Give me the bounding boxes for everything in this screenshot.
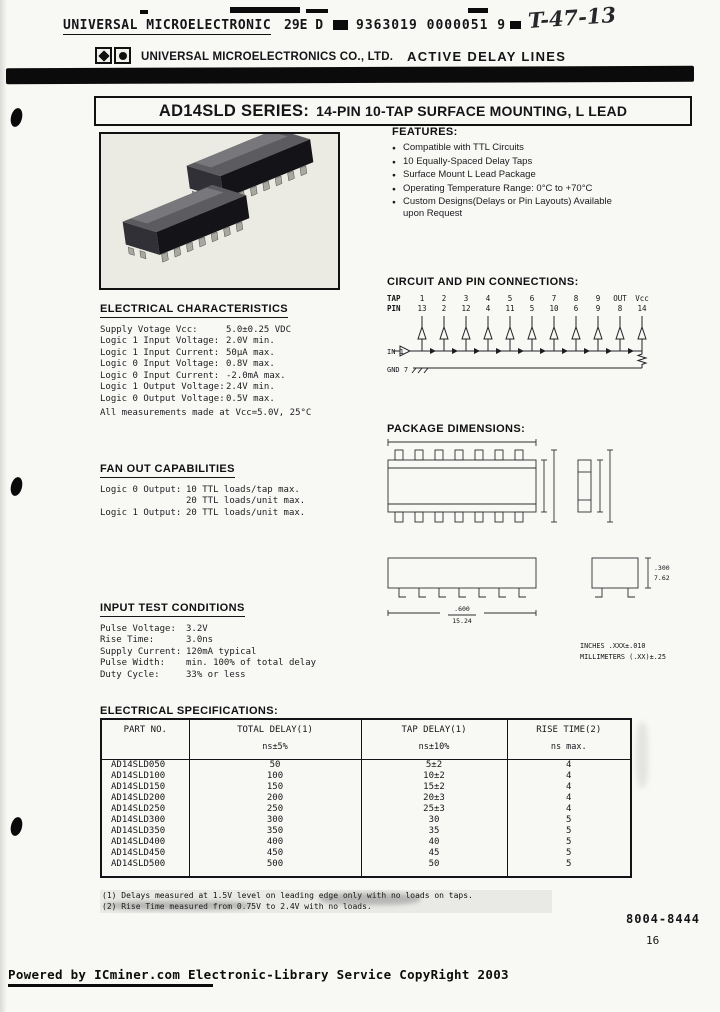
- tap-number: 7: [551, 294, 557, 303]
- total-delay-cell: 150: [189, 782, 361, 793]
- units-note-inches: INCHES .XXX±.010: [580, 642, 646, 650]
- package-dimensions-diagram: [382, 438, 712, 673]
- document-number: 8004-8444: [626, 912, 701, 926]
- part-no-cell: AD14SLD500: [111, 859, 166, 869]
- total-delay-cell: 200: [189, 793, 361, 804]
- features-heading: FEATURES:: [392, 126, 458, 138]
- column-subtitle: ns±5%: [262, 742, 288, 752]
- rise-time-cell: 5: [507, 848, 631, 859]
- features-list: [392, 142, 624, 219]
- pin-number: 6: [573, 304, 579, 313]
- rise-time-cell: 4: [507, 782, 631, 793]
- input-test-row: [100, 658, 370, 670]
- handwritten-note: T-47-13: [527, 1, 617, 34]
- pin-number: 10: [549, 304, 559, 313]
- tap-delay-cell: 50: [361, 859, 507, 877]
- input-test-label: Pulse Voltage:: [100, 623, 176, 634]
- tap-number: 3: [463, 294, 469, 303]
- tap-number: 4: [485, 294, 491, 303]
- rise-time-cell: 5: [507, 826, 631, 837]
- input-test-value: 3.2V: [186, 623, 208, 634]
- characteristic-value: -2.0mA max.: [226, 370, 286, 381]
- rise-time-cell: 5: [507, 859, 631, 877]
- tap-delay-cell: 30: [361, 815, 507, 826]
- circuit-diagram: [387, 315, 653, 377]
- total-delay-cell: 250: [189, 804, 361, 815]
- spec-row: [101, 760, 631, 772]
- characteristic-label: Logic 0 Input Current:: [100, 370, 220, 381]
- fan-out-heading: FAN OUT CAPABILITIES: [100, 463, 235, 478]
- characteristic-row: [100, 348, 380, 360]
- spec-header-cell: [507, 719, 631, 760]
- feature-item: ● Operating Temperature Range: 0°C to +70°C: [392, 183, 624, 195]
- spec-row: [101, 859, 631, 877]
- column-title: RISE TIME(2): [536, 725, 602, 735]
- length-dim-inches: .600: [454, 605, 470, 613]
- package-dimensions-heading: PACKAGE DIMENSIONS:: [387, 423, 526, 435]
- column-title: PART NO.: [123, 725, 167, 735]
- scan-smudge: [104, 901, 254, 910]
- pin-number: 5: [529, 304, 535, 313]
- pin-number: 2: [441, 304, 447, 313]
- characteristic-value: 0.8V max.: [226, 359, 275, 369]
- page-number: 16: [646, 934, 660, 947]
- input-test-value: min. 100% of total delay: [186, 658, 317, 668]
- fan-out-value: 20 TTL loads/unit max.: [186, 496, 306, 506]
- part-no-cell: AD14SLD050: [111, 760, 166, 770]
- part-no-cell: AD14SLD100: [111, 771, 166, 781]
- logo-dot-icon: [119, 52, 127, 60]
- total-delay-cell: 300: [189, 815, 361, 826]
- rise-time-cell: 4: [507, 804, 631, 815]
- fan-out-row: [100, 496, 370, 508]
- pin-number: 14: [637, 304, 647, 313]
- input-test-label: Pulse Width:: [100, 658, 166, 668]
- series-title-box: [94, 96, 692, 126]
- characteristics-rows: [100, 325, 380, 406]
- input-test-rows: [100, 624, 370, 682]
- width-dim-inches: .300: [654, 564, 670, 572]
- characteristic-value: 0.5V max.: [226, 393, 275, 404]
- scan-artifact: [468, 8, 488, 13]
- separator-bar: [6, 66, 694, 84]
- rise-time-cell: 5: [507, 815, 631, 826]
- total-delay-cell: 400: [189, 837, 361, 848]
- part-no-cell: AD14SLD300: [111, 815, 166, 825]
- spec-row: [101, 793, 631, 804]
- pin-number-row: [387, 304, 672, 314]
- pin-row-label: PIN: [387, 304, 401, 313]
- tap-number: OUT: [613, 294, 627, 303]
- spec-row: [101, 837, 631, 848]
- rise-time-cell: 5: [507, 837, 631, 848]
- tap-delay-cell: 35: [361, 826, 507, 837]
- fan-out-row: [100, 485, 370, 497]
- total-delay-cell: 500: [189, 859, 361, 877]
- feature-item: ● 10 Equally-Spaced Delay Taps: [392, 156, 624, 168]
- logo-diamond-icon: [98, 50, 109, 61]
- package-photo-illustration: [101, 134, 338, 288]
- watermark-underline-artifact: [8, 984, 213, 987]
- column-title: TAP DELAY(1): [401, 725, 467, 735]
- characteristic-value: 2.4V min.: [226, 382, 275, 392]
- characteristic-label: Supply Votage Vcc:: [100, 324, 198, 335]
- fan-out-row: [100, 508, 370, 520]
- features-section: [392, 126, 624, 221]
- part-no-cell: AD14SLD200: [111, 793, 166, 803]
- spec-table-body: [101, 760, 631, 878]
- input-test-label: Duty Cycle:: [100, 669, 160, 680]
- input-test-value: 33% or less: [186, 669, 246, 680]
- spec-row: [101, 771, 631, 782]
- tap-number: 2: [441, 294, 447, 303]
- electrical-characteristics-heading: ELECTRICAL CHARACTERISTICS: [100, 303, 288, 318]
- tap-number: 8: [573, 294, 579, 303]
- spec-row: [101, 815, 631, 826]
- units-note-mm: MILLIMETERS (.XX)±.25: [580, 653, 666, 661]
- tap-delay-cell: 10±2: [361, 771, 507, 782]
- tap-number: 5: [507, 294, 513, 303]
- in-label: IN 1: [387, 348, 404, 356]
- fan-out-value: 10 TTL loads/tap max.: [186, 484, 300, 495]
- part-no-cell: AD14SLD350: [111, 826, 166, 836]
- characteristic-value: 5.0±0.25 VDC: [226, 324, 292, 335]
- punch-hole-mark: [9, 476, 24, 497]
- footnote-2: (2) Rise Time measured from 0.75V to 2.4V with no loads.: [102, 901, 372, 911]
- spec-header-cell: [189, 719, 361, 760]
- tap-row-label: TAP: [387, 294, 401, 303]
- tap-number: Vcc: [635, 294, 649, 303]
- fan-out-label: Logic 1 Output:: [100, 507, 182, 518]
- width-dim-mm: 7.62: [654, 574, 670, 582]
- spec-row: [101, 804, 631, 815]
- company-logo-right: [114, 47, 131, 64]
- input-test-row: [100, 624, 370, 636]
- tap-delay-cell: 40: [361, 837, 507, 848]
- spec-header-row: [101, 719, 631, 760]
- punch-hole-mark: [9, 107, 24, 128]
- input-test-value: 120mA typical: [186, 646, 257, 657]
- fan-out-rows: [100, 485, 370, 520]
- specifications-heading: ELECTRICAL SPECIFICATIONS:: [100, 705, 279, 717]
- input-test-label: Rise Time:: [100, 635, 155, 645]
- pin-number: 13: [417, 304, 427, 313]
- characteristic-label: Logic 1 Input Current:: [100, 347, 220, 358]
- company-name: UNIVERSAL MICROELECTRONICS CO., LTD.: [141, 51, 394, 63]
- characteristic-row: [100, 394, 380, 406]
- characteristic-row: [100, 336, 380, 348]
- tap-number: 6: [529, 294, 535, 303]
- circuit-section: [387, 276, 672, 382]
- rise-time-cell: 4: [507, 793, 631, 804]
- pin-number: 8: [617, 304, 623, 313]
- spec-header-cell: [361, 719, 507, 760]
- input-test-heading: INPUT TEST CONDITIONS: [100, 602, 245, 617]
- fan-out-value: 20 TTL loads/unit max.: [186, 507, 306, 518]
- column-title: TOTAL DELAY(1): [237, 725, 313, 735]
- feature-item: ● Compatible with TTL Circuits: [392, 142, 624, 154]
- feature-item: ● Surface Mount L Lead Package: [392, 169, 624, 181]
- company-logo-left: [95, 47, 112, 64]
- tap-delay-cell: 20±3: [361, 793, 507, 804]
- characteristic-row: [100, 359, 380, 371]
- scan-artifact: [230, 7, 300, 13]
- scan-smudge: [320, 893, 420, 905]
- tap-delay-cell: 25±3: [361, 804, 507, 815]
- part-no-cell: AD14SLD250: [111, 804, 166, 814]
- barcode-mark: [510, 21, 521, 29]
- input-test-section: [100, 598, 370, 681]
- total-delay-cell: 350: [189, 826, 361, 837]
- package-photo-box: [99, 132, 340, 290]
- input-test-row: [100, 670, 370, 682]
- total-delay-cell: 50: [189, 760, 361, 772]
- specifications-table: [100, 718, 632, 878]
- punch-hole-mark: [9, 816, 24, 837]
- characteristic-label: Logic 0 Input Voltage:: [100, 359, 220, 369]
- electrical-characteristics-section: [100, 299, 380, 419]
- characteristic-row: [100, 325, 380, 337]
- header-doc-code: 29E D: [284, 18, 324, 33]
- input-test-row: [100, 635, 370, 647]
- footnote-1: (1) Delays measured at 1.5V level on leading edge only with no loads on taps.: [102, 891, 473, 900]
- characteristic-label: Logic 1 Input Voltage:: [100, 336, 220, 346]
- length-dim-mm: 15.24: [452, 617, 472, 625]
- part-no-cell: AD14SLD400: [111, 837, 166, 847]
- tap-delay-cell: 5±2: [361, 760, 507, 772]
- gnd-label: GND 7: [387, 366, 409, 374]
- rise-time-cell: 4: [507, 771, 631, 782]
- characteristic-value: 2.0V min.: [226, 336, 275, 346]
- characteristic-label: Logic 0 Output Voltage:: [100, 393, 225, 404]
- characteristic-row: [100, 382, 380, 394]
- pin-number: 4: [485, 304, 491, 313]
- spec-header-cell: [101, 719, 189, 760]
- input-test-value: 3.0ns: [186, 635, 214, 645]
- spec-row: [101, 848, 631, 859]
- characteristic-row: [100, 371, 380, 383]
- circuit-heading: CIRCUIT AND PIN CONNECTIONS:: [387, 276, 579, 288]
- total-delay-cell: 450: [189, 848, 361, 859]
- characteristics-note: All measurements made at Vcc=5.0V, 25°C: [100, 408, 312, 418]
- input-test-label: Supply Current:: [100, 646, 182, 657]
- spec-row: [101, 826, 631, 837]
- fan-out-label: [100, 496, 186, 508]
- column-subtitle: ns±10%: [418, 742, 450, 752]
- pin-number: 9: [595, 304, 601, 313]
- spec-row: [101, 782, 631, 793]
- tap-number: 1: [419, 294, 425, 303]
- tap-number: 9: [595, 294, 601, 303]
- column-subtitle: ns max.: [550, 742, 587, 752]
- header-brand-text: UNIVERSAL MICROELECTRONIC: [63, 18, 272, 33]
- scan-smudge: [636, 722, 648, 788]
- package-dimensions-section: [387, 423, 525, 435]
- watermark-text: Powered by ICminer.com Electronic-Library Service CopyRight 2003: [8, 967, 509, 982]
- tap-buffers: [418, 316, 646, 351]
- characteristic-label: Logic 1 Output Voltage:: [100, 382, 225, 392]
- part-no-cell: AD14SLD450: [111, 848, 166, 858]
- total-delay-cell: 100: [189, 771, 361, 782]
- rise-time-cell: 4: [507, 760, 631, 772]
- tap-delay-cell: 15±2: [361, 782, 507, 793]
- series-description: 14-PIN 10-TAP SURFACE MOUNTING, L LEAD: [316, 103, 628, 119]
- series-title: AD14SLD SERIES:: [158, 101, 310, 120]
- barcode-mark: [333, 20, 348, 30]
- feature-item: ● Custom Designs(Delays or Pin Layouts) Available upon Request: [392, 196, 624, 219]
- product-line-title: ACTIVE DELAY LINES: [407, 49, 567, 64]
- tap-number-row: [387, 294, 672, 304]
- scan-artifact: [306, 9, 328, 13]
- scan-artifact: [140, 10, 148, 14]
- pin-number: 12: [461, 304, 471, 313]
- header-serial-number: 9363019 0000051 9: [356, 18, 507, 33]
- part-no-cell: AD14SLD150: [111, 782, 166, 792]
- input-test-row: [100, 647, 370, 659]
- fan-out-section: [100, 459, 370, 519]
- tap-delay-cell: 45: [361, 848, 507, 859]
- characteristic-value: 50μA max.: [226, 347, 275, 358]
- fan-out-label: Logic 0 Output:: [100, 484, 182, 495]
- pin-number: 11: [505, 304, 515, 313]
